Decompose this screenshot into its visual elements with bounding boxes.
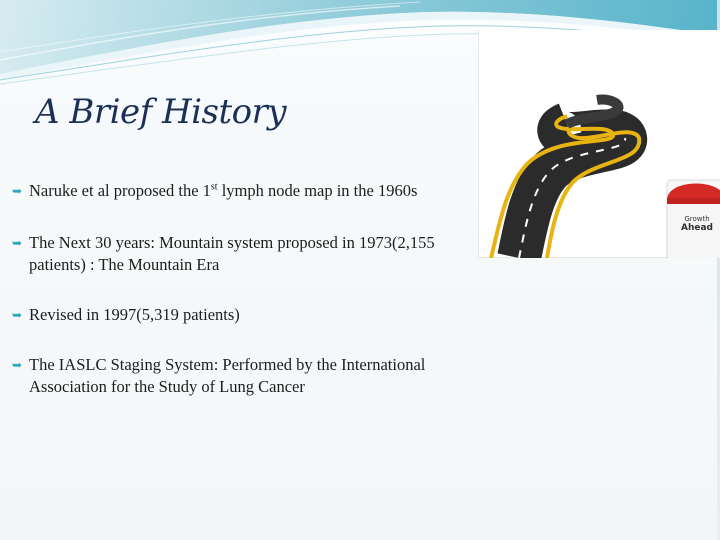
bullet-item [12,354,482,398]
sign-label-line2: Ahead [681,223,713,233]
bullet-superscript: st [210,181,218,193]
bullet-arrow-icon: ➥ [12,358,23,372]
bullet-text: The Next 30 years: Mountain system proposed in 1973(2,155 patients) : The Mountain Era [29,233,435,274]
bullet-arrow-icon: ➥ [12,236,23,250]
bullet-item [12,304,482,326]
bullet-item [12,180,482,202]
bullet-text: Revised in 1997(5,319 patients) [29,305,240,324]
bullet-arrow-icon: ➥ [12,184,23,198]
bullet-text-part: Naruke et al proposed the 1 [29,181,211,200]
bullet-text: The IASLC Staging System: Performed by the International Association for the Study of Lung Cancer [29,355,426,396]
road-growth-ahead-image [478,30,720,258]
sign-label-line1: Growth [684,215,710,223]
slide-title: A Brief History [35,92,287,132]
bullet-item [12,232,482,276]
bullet-text-part: lymph node map in the 1960s [217,181,418,200]
bullet-arrow-icon: ➥ [12,308,23,322]
bullet-list [12,180,482,426]
